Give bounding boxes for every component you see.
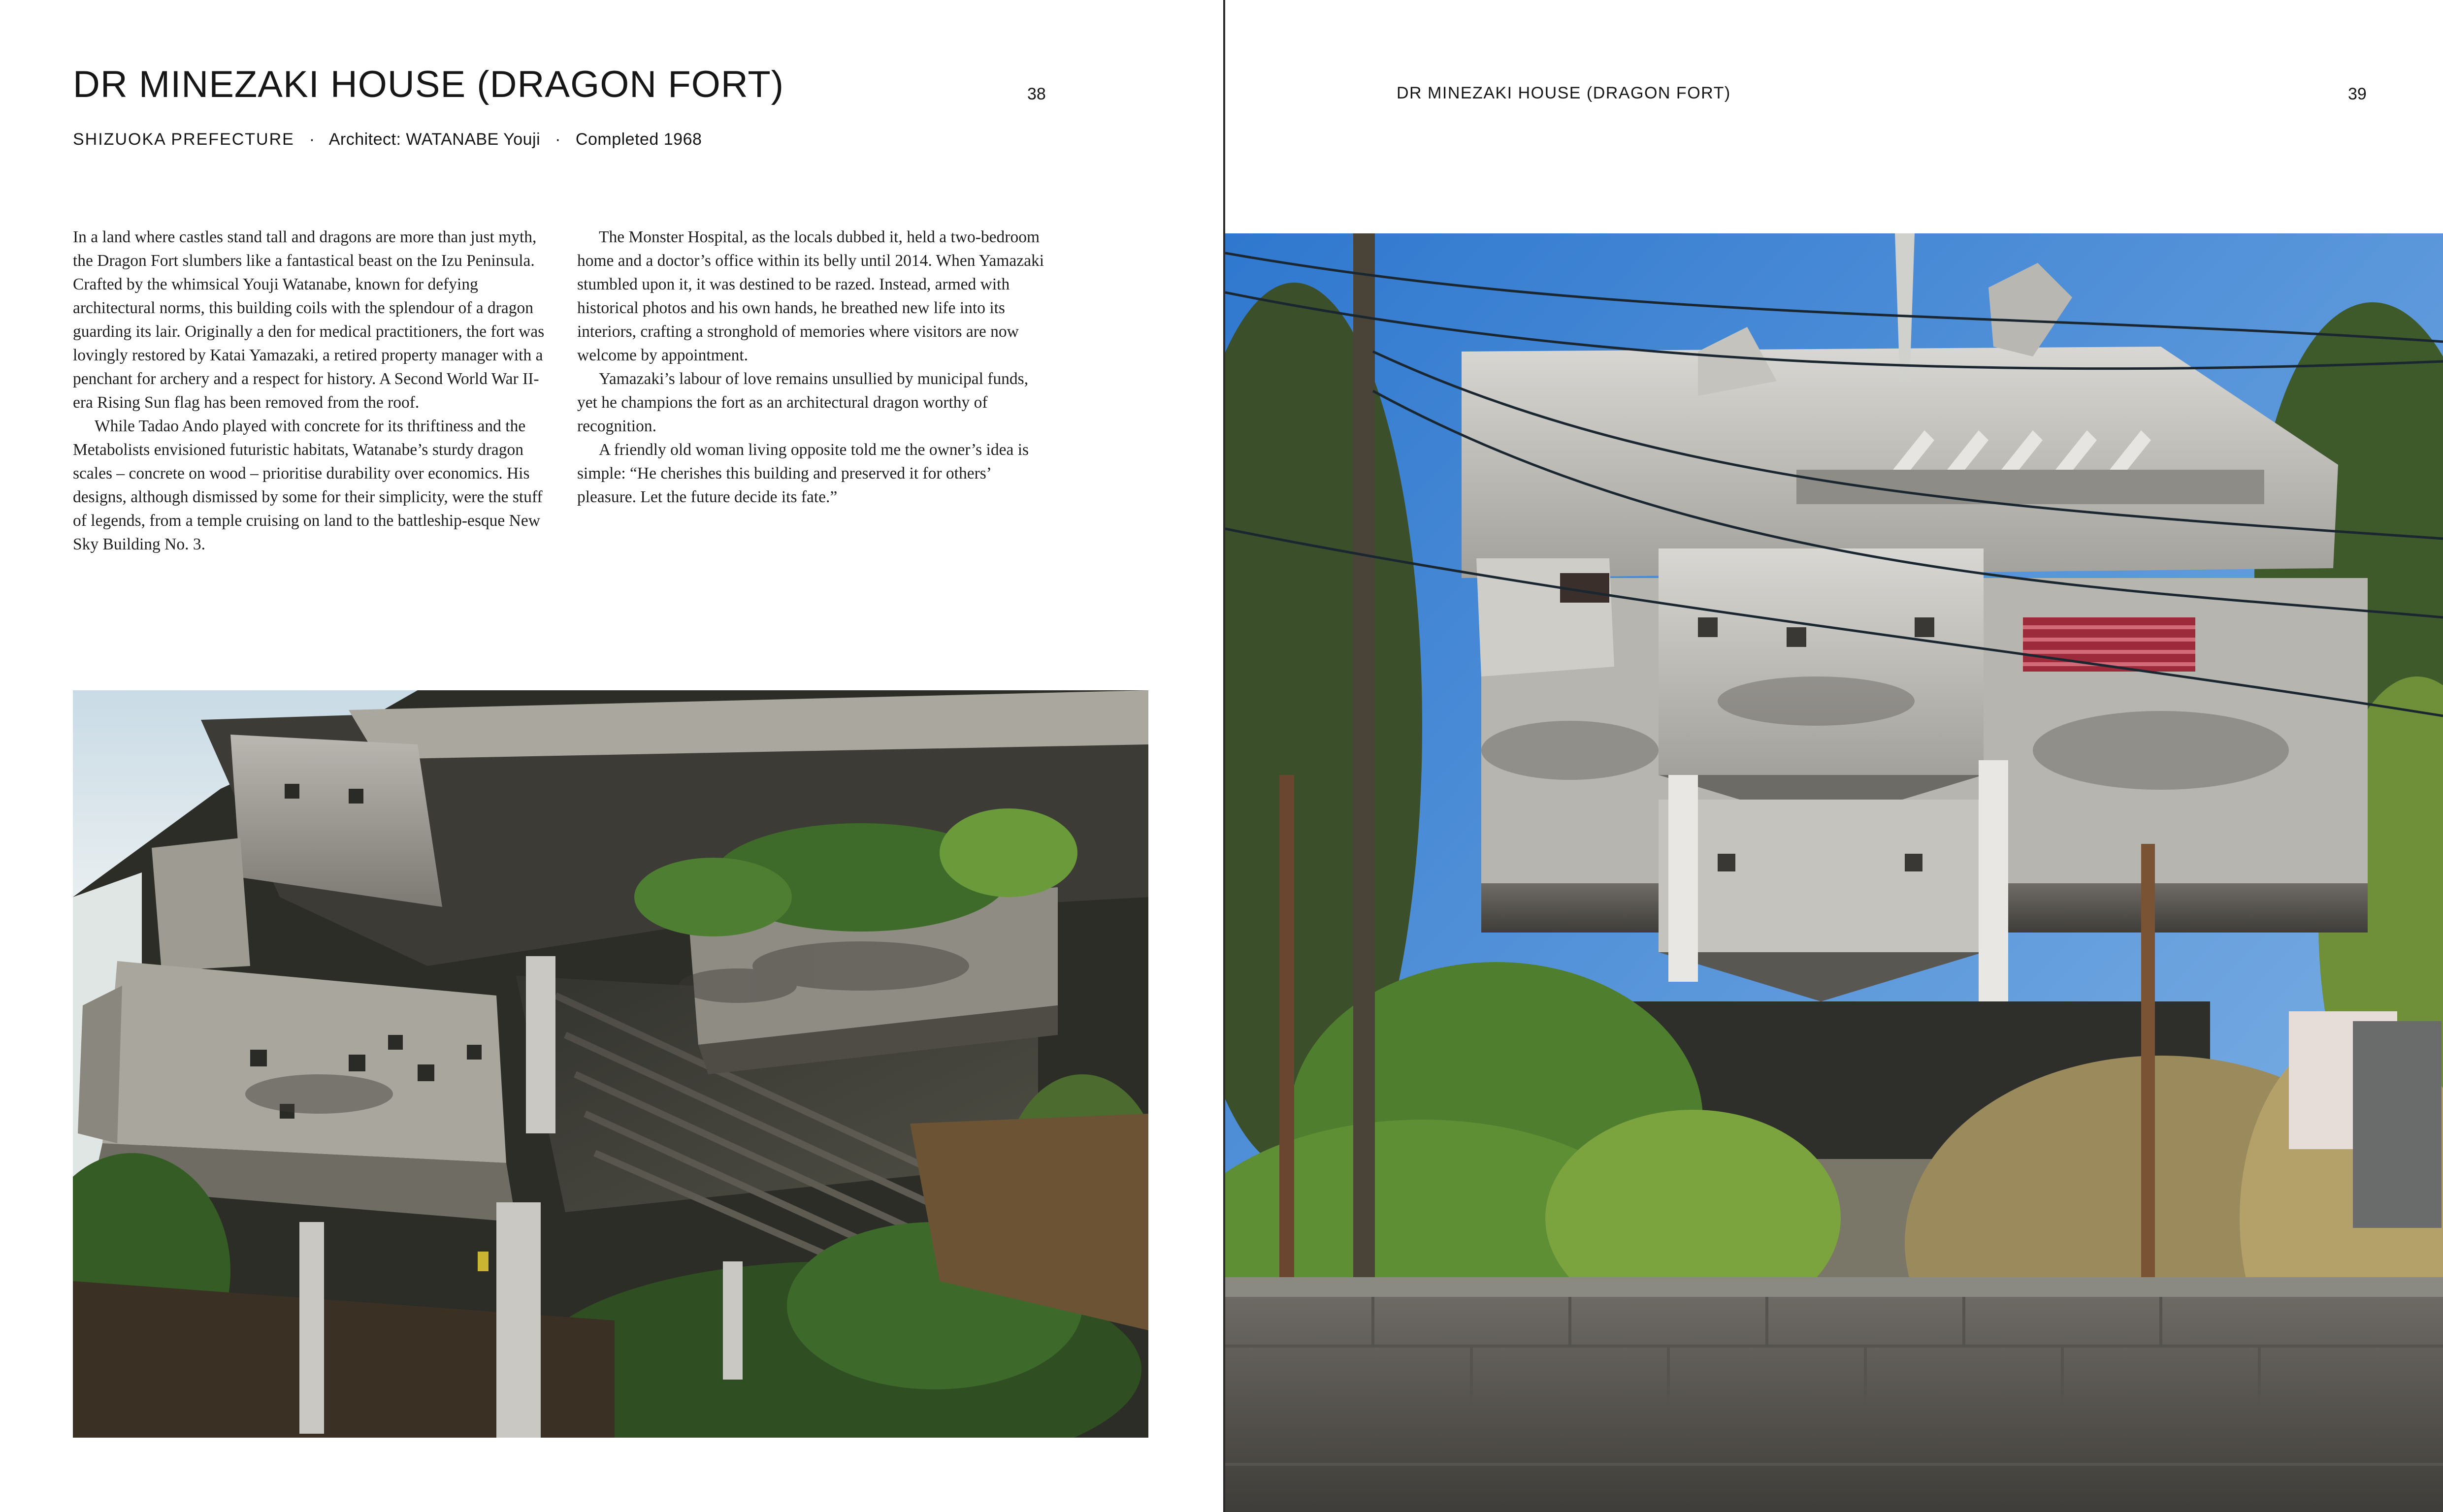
body-column-1 xyxy=(73,225,546,556)
dragon-fort-underside-photo xyxy=(73,690,1148,1438)
body-paragraph: Yamazaki’s labour of love remains unsullied by municipal funds, yet he champions the fort as an architectural dragon worthy of recognition. xyxy=(577,370,1029,435)
body-column-2 xyxy=(577,225,1050,509)
body-paragraph: In a land where castles stand tall and dragons are more than just myth, the Dragon Fort slumbers like a fantastical beast on the Izu Peninsula. Crafted by the whimsical Youji Watanabe, known for defying architectural norms, this building coils with the splendour of a dragon guarding its lair. Originally a den for medical practitioners, the fort was lovingly restored by Katai Yamazaki, a retired property manager with a penchant for archery and a respect for history. A Second World War II-era Rising Sun flag has been removed from the roof. xyxy=(73,228,545,412)
body-paragraph: A friendly old woman living opposite told me the owner’s idea is simple: “He cherishes this building and preserved it for others’ pleasure. Let the future decide its fate.” xyxy=(577,441,1029,506)
location-label: SHIZUOKA PREFECTURE xyxy=(73,130,294,149)
completed-label: Completed 1968 xyxy=(575,130,702,149)
page-number-left: 38 xyxy=(1027,85,1046,103)
meta-separator: · xyxy=(555,130,561,149)
meta-separator: · xyxy=(309,130,315,149)
running-title: DR MINEZAKI HOUSE (DRAGON FORT) xyxy=(1397,84,1731,102)
architect-label: Architect: WATANABE Youji xyxy=(328,130,541,149)
building-meta xyxy=(73,130,702,149)
page-number-right: 39 xyxy=(2348,85,2367,103)
body-paragraph: The Monster Hospital, as the locals dubbed it, held a two-bedroom home and a doctor’s office within its belly until 2014. When Yamazaki stumbled upon it, it was destined to be razed. Instead, armed with historical photos and his own hands, he breathed new life into its interiors, crafting a stronghold of memories where visitors are now welcome by appointment. xyxy=(577,228,1044,364)
page-title: DR MINEZAKI HOUSE (DRAGON FORT) xyxy=(73,64,784,105)
body-paragraph: While Tadao Ando played with concrete for its thriftiness and the Metabolists envisioned futuristic habitats, Watanabe’s sturdy dragon scales – concrete on wood – prioritise durability over economics. His designs, although dismissed by some for their simplicity, were the stuff of legends, from a temple cruising on land to the battleship-esque New Sky Building No. 3. xyxy=(73,417,543,553)
dragon-fort-facade-photo xyxy=(1225,233,2443,1512)
right-page xyxy=(1225,0,2443,1512)
